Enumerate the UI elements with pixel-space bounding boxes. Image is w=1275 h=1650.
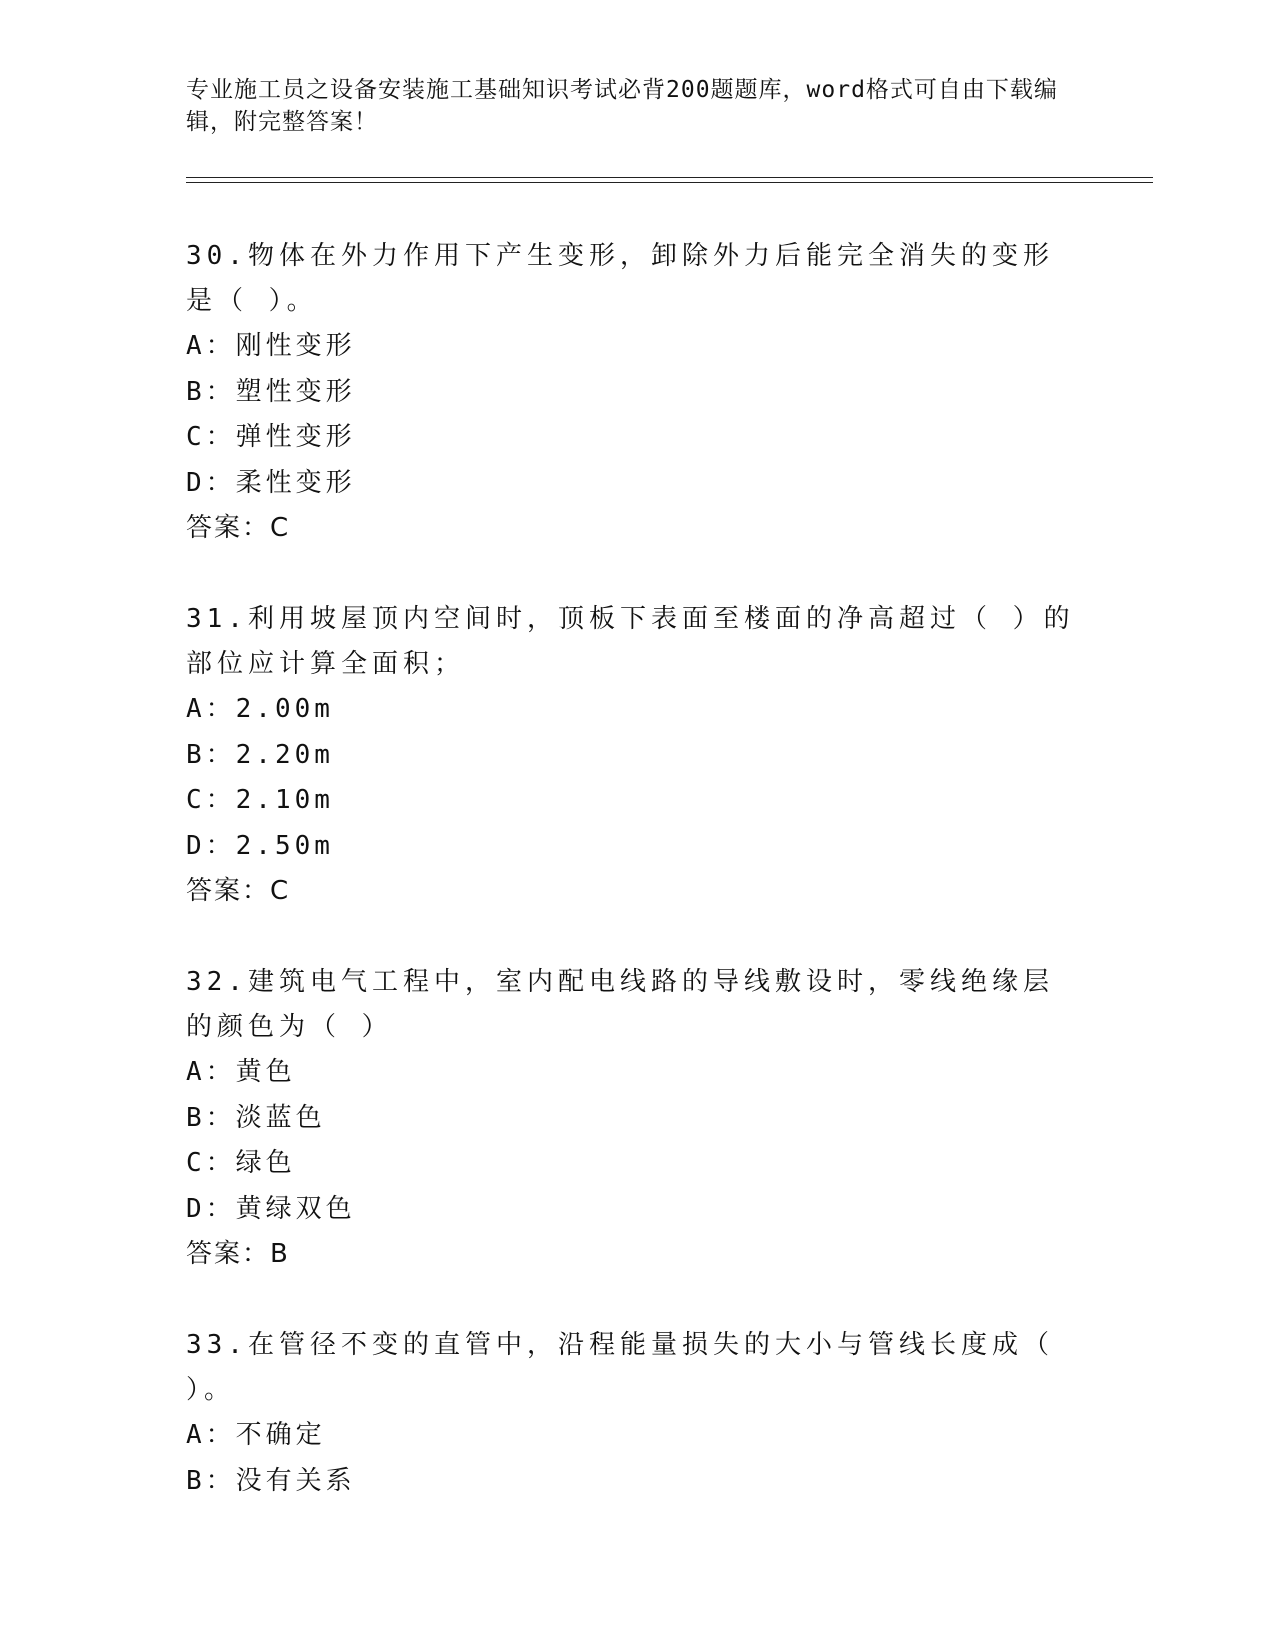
header-divider (186, 177, 1153, 178)
option-a: A：不确定 (186, 1420, 326, 1450)
option-b: B：塑性变形 (186, 376, 356, 407)
option-b: B：淡蓝色 (186, 1102, 326, 1133)
option-d: D：黄绿双色 (186, 1193, 356, 1224)
question-30 (186, 234, 1076, 551)
option-c: C：2.10m (186, 785, 334, 815)
option-list (186, 324, 1076, 506)
option-list (186, 687, 1076, 869)
answer-line: 答案：B (186, 1239, 290, 1269)
option-a: A：2.00m (186, 694, 334, 724)
option-d: D：2.50m (186, 830, 334, 861)
option-a: A：刚性变形 (186, 331, 356, 361)
option-c: C：绿色 (186, 1148, 296, 1178)
option-list (186, 1050, 1076, 1232)
option-d: D：柔性变形 (186, 467, 356, 498)
question-stem: 31.利用坡屋顶内空间时，顶板下表面至楼面的净高超过（ ）的部位应计算全面积； (186, 604, 1075, 679)
header-divider (186, 182, 1153, 183)
option-a: A：黄色 (186, 1057, 296, 1087)
option-c: C：弹性变形 (186, 422, 356, 452)
question-stem: 32.建筑电气工程中，室内配电线路的导线敷设时，零线绝缘层的颜色为（ ） (186, 967, 1054, 1042)
question-31 (186, 597, 1076, 914)
question-stem: 30.物体在外力作用下产生变形，卸除外力后能完全消失的变形是（ ）。 (186, 241, 1054, 316)
option-list (186, 1413, 1076, 1504)
option-b: B：2.20m (186, 739, 334, 770)
question-32 (186, 960, 1076, 1277)
question-stem: 33.在管径不变的直管中，沿程能量损失的大小与管线长度成（ ）。 (186, 1330, 1054, 1405)
answer-line: 答案：C (186, 513, 291, 543)
document-header: 专业施工员之设备安装施工基础知识考试必背200题题库，word格式可自由下载编辑，附完整答案！ (186, 77, 1058, 135)
option-b: B：没有关系 (186, 1465, 356, 1496)
question-33 (186, 1323, 1076, 1504)
answer-line: 答案：C (186, 876, 291, 906)
